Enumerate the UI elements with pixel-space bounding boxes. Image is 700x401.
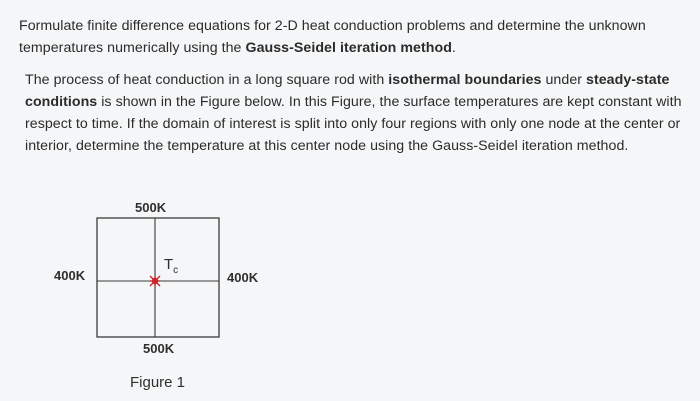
node-label-t: T <box>164 256 174 273</box>
problem-line-2: temperatures numerically using the <box>19 40 246 56</box>
description-text-2: under <box>541 72 587 88</box>
description-text-3: is shown in the Figure below. In this Figure, the surface temperatures are kept constant with respect to time. If the domain of interest is split into only four regions with only one node at the center or interior, determine the temperature at this center node using the Gauss-Seidel iteration method. <box>25 94 682 154</box>
problem-line-2-end: . <box>451 40 456 56</box>
problem-line-1: Formulate finite difference equations for 2-D heat conduction problems and determine the unknown <box>19 18 646 34</box>
node-label-subscript: c <box>173 265 179 276</box>
left-boundary-temperature: 400K <box>54 268 86 283</box>
description-bold-isothermal: isothermal boundaries <box>388 72 542 88</box>
method-name: Gauss-Seidel iteration method <box>245 40 452 56</box>
figure-caption: Figure 1 <box>130 374 186 391</box>
description-text-1: The process of heat conduction in a long square rod with <box>25 72 389 88</box>
right-boundary-temperature: 400K <box>227 270 259 285</box>
center-node-label <box>164 256 178 276</box>
description-bold-steady-state: steady-state conditions <box>25 72 670 110</box>
center-node-marker <box>150 276 160 286</box>
top-boundary-temperature: 500K <box>135 200 167 215</box>
bottom-boundary-temperature: 500K <box>143 341 175 356</box>
